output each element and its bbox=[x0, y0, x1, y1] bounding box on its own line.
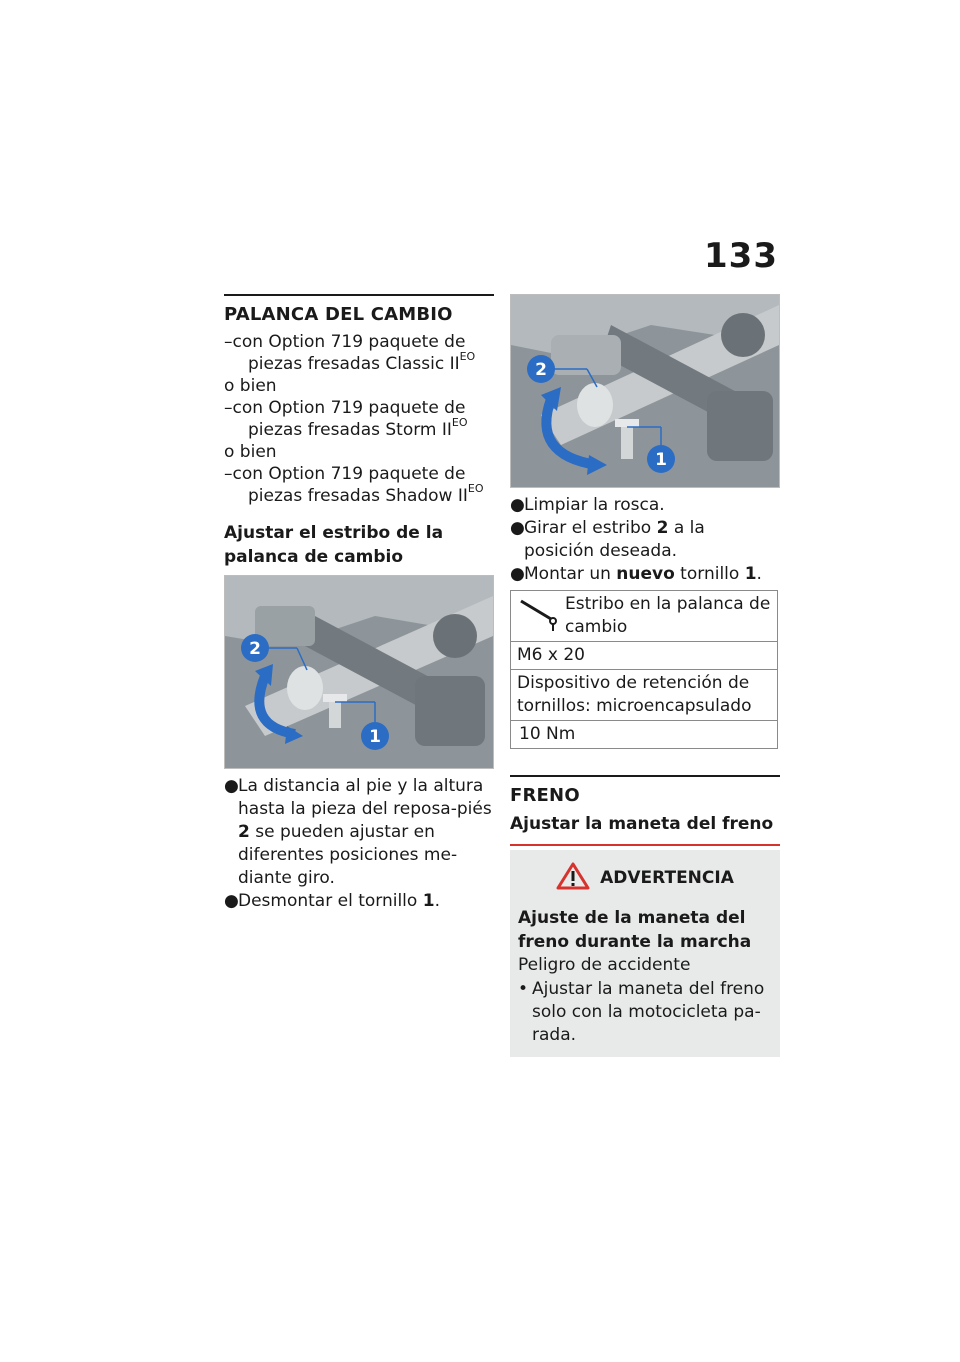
condition-list bbox=[224, 331, 494, 507]
spec-row: Dispositivo de retención de tornillos: microencapsulado bbox=[511, 670, 778, 721]
page-number: 133 bbox=[704, 236, 778, 276]
section-rule bbox=[224, 294, 494, 296]
condition-item: –con Option 719 paquete de piezas fresadas Shadow $II^{EO}$ bbox=[224, 464, 484, 506]
callout-label-2: 2 bbox=[535, 360, 547, 380]
footrest-illustration bbox=[225, 576, 493, 768]
warning-rule bbox=[510, 844, 780, 846]
right-column bbox=[510, 294, 780, 1057]
warning-bullet: • Ajustar la maneta del freno solo con la motocicleta pa-rada. bbox=[518, 979, 765, 1045]
torque-wrench-icon bbox=[517, 593, 559, 633]
callout-label-1: 1 bbox=[655, 450, 667, 470]
instruction-list bbox=[510, 494, 780, 586]
list-item: ● La distancia al pie y la altura hasta la pieza del reposa-piés 2 se pueden ajustar en diferentes posiciones me-diante giro. bbox=[224, 776, 492, 888]
warning-box bbox=[510, 850, 780, 1057]
callout-label-1: 1 bbox=[369, 727, 381, 747]
list-item: ● Girar el estribo 2 a la posición deseada. bbox=[510, 518, 705, 561]
warning-triangle-icon bbox=[556, 862, 590, 894]
subsection-title-brake-lever: Ajustar la maneta del freno bbox=[510, 814, 774, 834]
condition-or: o bien bbox=[224, 442, 277, 462]
section-title-brake: FRENO bbox=[510, 785, 580, 806]
footrest-figure bbox=[224, 575, 494, 769]
torque-spec-table bbox=[510, 590, 778, 749]
spec-row: 10 Nm bbox=[511, 721, 778, 749]
condition-or: o bien bbox=[224, 376, 277, 396]
footrest-detail-figure bbox=[510, 294, 780, 488]
warning-subtitle: Peligro de accidente bbox=[518, 955, 691, 975]
subsection-title-footrest: Ajustar el estribo de la palanca de cambio bbox=[224, 523, 444, 567]
list-item: ● Desmontar el tornillo 1. bbox=[224, 891, 440, 911]
section-rule bbox=[510, 775, 780, 777]
condition-item: –con Option 719 paquete de piezas fresadas Classic $II^{EO}$ bbox=[224, 332, 476, 374]
section-title-gearshift: PALANCA DEL CAMBIO bbox=[224, 304, 453, 325]
condition-item: –con Option 719 paquete de piezas fresadas Storm $II^{EO}$ bbox=[224, 398, 468, 440]
warning-title: Ajuste de la maneta del freno durante la marcha bbox=[518, 908, 752, 952]
footrest-detail-illustration bbox=[511, 295, 779, 487]
spec-header: Estribo en la palanca de cambio bbox=[511, 591, 778, 642]
list-item: ● Montar un nuevo tornillo 1. bbox=[510, 564, 762, 584]
callout-label-2: 2 bbox=[249, 639, 261, 659]
warning-label: ADVERTENCIA bbox=[600, 868, 734, 888]
instruction-list bbox=[224, 775, 494, 913]
spec-row: M6 x 20 bbox=[511, 642, 778, 670]
list-item: ● Limpiar la rosca. bbox=[510, 495, 665, 515]
left-column bbox=[224, 294, 494, 913]
